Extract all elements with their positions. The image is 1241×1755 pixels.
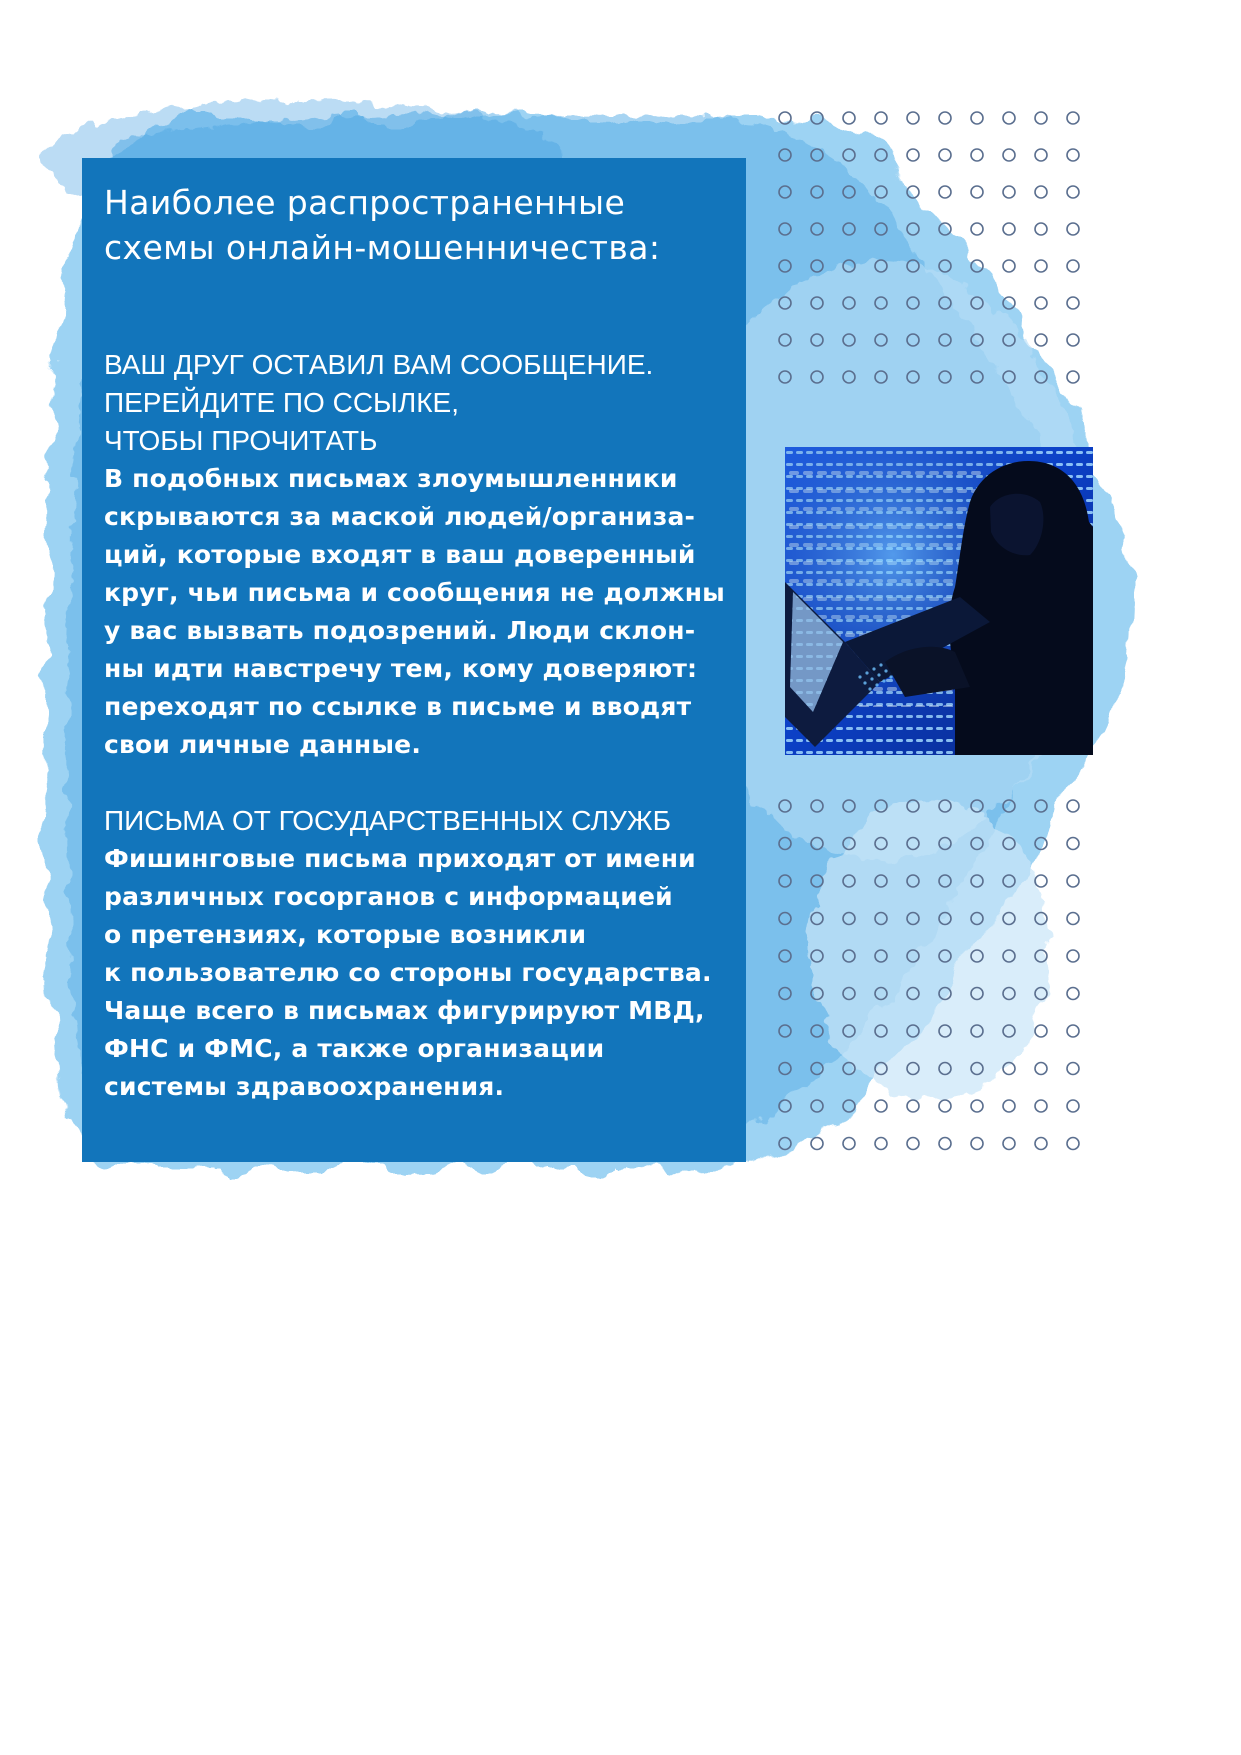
dot-grid-bottom — [775, 798, 1095, 1158]
section-government-letters — [104, 802, 726, 1106]
section-heading: ВАШ ДРУГ ОСТАВИЛ ВАМ СООБЩЕНИЕ. ПЕРЕЙДИТЕ ПО ССЫЛКЕ, ЧТОБЫ ПРОЧИТАТЬ — [104, 349, 654, 456]
section-heading: ПИСЬМА ОТ ГОСУДАРСТВЕННЫХ СЛУЖБ — [104, 805, 671, 836]
section-body: Фишинговые письма приходят от имени различных госорганов с информацией о претензиях, которые возникли к пользователю со стороны государства. Чаще всего в письмах фигурируют МВД, ФНС и ФМС, а также организации системы здравоохранения. — [104, 844, 712, 1101]
info-panel — [82, 158, 746, 1162]
hooded-hacker-with-laptop-icon — [785, 447, 1093, 755]
section-friend-message — [104, 346, 726, 764]
section-body: В подобных письмах злоумышленники скрываются за маской людей/организа- ций, которые входят в ваш доверенный круг, чьи письма и сообщения не должны у вас вызвать подозрений. Люди склон- ны идти навстречу тем, кому доверяют: переходят по ссылке в письме и вводят свои личные данные. — [104, 464, 725, 759]
panel-title: Наиболее распространенные схемы онлайн-мошенничества: — [104, 183, 661, 267]
hacker-photo — [785, 447, 1093, 755]
dot-grid-top — [775, 110, 1095, 400]
